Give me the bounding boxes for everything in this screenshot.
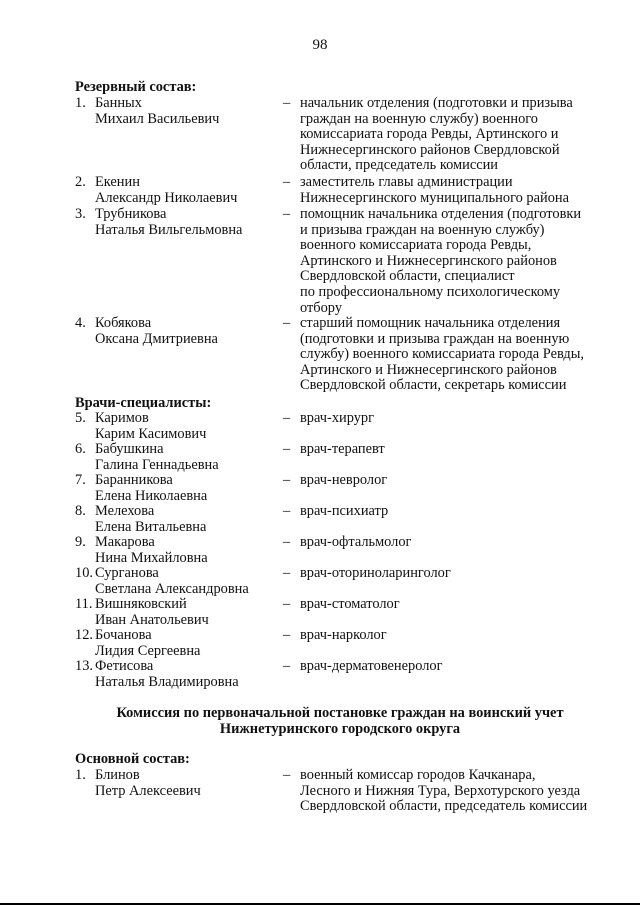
entry-number: 9.	[75, 534, 86, 550]
dash-separator: –	[283, 658, 291, 674]
entry-number: 10.	[75, 565, 93, 581]
position-line: Артинского и Нижнесергинского районов	[300, 361, 557, 378]
dash-separator: –	[283, 206, 291, 222]
person-name	[95, 659, 285, 690]
page-number: 98	[312, 37, 328, 53]
commission-title-line-2: Нижнетуринского городского округа	[219, 721, 461, 737]
reserve-heading: Резервный состав:	[75, 79, 197, 95]
person-name-line: Светлана Александровна	[95, 580, 249, 597]
person-name-line: Фетисова	[95, 658, 154, 674]
position-description	[300, 207, 615, 316]
position-line: врач-стоматолог	[300, 596, 400, 612]
person-name-line: Бабушкина	[95, 441, 164, 457]
position-line: Нижнесергинского муниципального района	[300, 189, 569, 206]
person-name-line: Вишняковский	[95, 596, 187, 612]
person-name-line: Елена Николаевна	[95, 487, 208, 504]
person-name-line: Оксана Дмитриевна	[95, 330, 218, 347]
position-line: Свердловской области, специалист	[300, 268, 515, 285]
position-line: Нижнесергинского районов Свердловской	[300, 141, 560, 158]
position-line: военный комиссар городов Качканара,	[300, 767, 536, 783]
entry-number: 8.	[75, 503, 86, 519]
position-line: Лесного и Нижняя Тура, Верхотурского уезда	[300, 782, 581, 799]
entry-number: 12.	[75, 627, 93, 643]
person-name-line: Блинов	[95, 767, 140, 783]
position-description	[300, 768, 615, 815]
person-name-line: Екенин	[95, 174, 140, 190]
entry-number: 7.	[75, 472, 86, 488]
position-line: врач-невролог	[300, 472, 388, 488]
position-description	[300, 628, 615, 644]
person-name	[95, 535, 285, 566]
person-name-line: Макарова	[95, 534, 155, 550]
person-name	[95, 96, 285, 127]
dash-separator: –	[283, 472, 291, 488]
person-name	[95, 175, 285, 206]
entry-number: 13.	[75, 658, 93, 674]
dash-separator: –	[283, 174, 291, 190]
position-line: Свердловской области, секретарь комиссии	[300, 377, 567, 394]
position-description	[300, 411, 615, 427]
entry-number: 6.	[75, 441, 86, 457]
person-name	[95, 411, 285, 442]
position-description	[300, 659, 615, 675]
position-line: (подготовки и призыва граждан на военную	[300, 330, 570, 347]
person-name-line: Галина Геннадьевна	[95, 456, 219, 473]
main-heading: Основной состав:	[75, 751, 190, 767]
person-name-line: Наталья Владимировна	[95, 673, 239, 690]
person-name-line: Сурганова	[95, 565, 159, 581]
person-name-line: Петр Алексеевич	[95, 782, 201, 799]
position-line: врач-дерматовенеролог	[300, 658, 443, 674]
dash-separator: –	[283, 534, 291, 550]
entry-number: 5.	[75, 410, 86, 426]
person-name	[95, 597, 285, 628]
person-name-line: Кобякова	[95, 315, 152, 331]
person-name-line: Карим Касимович	[95, 425, 207, 442]
position-line: врач-оториноларинголог	[300, 565, 451, 581]
position-description	[300, 504, 615, 520]
entry-number: 1.	[75, 767, 86, 783]
position-description	[300, 442, 615, 458]
position-description	[300, 316, 615, 394]
doctors-heading: Врачи-специалисты:	[75, 395, 212, 411]
position-description	[300, 566, 615, 582]
position-description	[300, 175, 615, 206]
position-line: Артинского и Нижнесергинского районов	[300, 252, 557, 269]
position-line: и призыва граждан на военную службу)	[300, 221, 545, 238]
position-line: начальник отделения (подготовки и призыва	[300, 95, 573, 111]
position-description	[300, 96, 615, 174]
position-description	[300, 473, 615, 489]
position-line: области, председатель комиссии	[300, 157, 498, 174]
person-name-line: Михаил Васильевич	[95, 110, 220, 127]
dash-separator: –	[283, 627, 291, 643]
dash-separator: –	[283, 95, 291, 111]
position-line: помощник начальника отделения (подготовки	[300, 206, 582, 222]
position-line: врач-нарколог	[300, 627, 387, 643]
person-name-line: Александр Николаевич	[95, 189, 238, 206]
person-name	[95, 207, 285, 238]
position-line: Свердловской области, председатель комиссии	[300, 798, 588, 815]
person-name-line: Мелехова	[95, 503, 155, 519]
dash-separator: –	[283, 503, 291, 519]
position-line: по профессиональному психологическому	[300, 283, 561, 300]
position-line: службу) военного комиссариата города Ревды,	[300, 346, 585, 363]
person-name-line: Бочанова	[95, 627, 152, 643]
entry-number: 3.	[75, 206, 86, 222]
position-line: врач-терапевт	[300, 441, 385, 457]
position-line: граждан на военную службу) военного	[300, 110, 538, 127]
entry-number: 2.	[75, 174, 86, 190]
person-name-line: Каримов	[95, 410, 149, 426]
person-name	[95, 566, 285, 597]
position-line: отбору	[300, 299, 343, 316]
person-name-line: Банных	[95, 95, 142, 111]
person-name-line: Трубникова	[95, 206, 167, 222]
person-name	[95, 473, 285, 504]
dash-separator: –	[283, 596, 291, 612]
person-name-line: Наталья Вильгельмовна	[95, 221, 243, 238]
entry-number: 4.	[75, 315, 86, 331]
position-line: заместитель главы администрации	[300, 174, 513, 190]
dash-separator: –	[283, 315, 291, 331]
position-line: врач-хирург	[300, 410, 375, 426]
position-description	[300, 535, 615, 551]
dash-separator: –	[283, 410, 291, 426]
person-name	[95, 442, 285, 473]
person-name-line: Иван Анатольевич	[95, 611, 209, 628]
person-name-line: Елена Витальевна	[95, 518, 207, 535]
person-name-line: Нина Михайловна	[95, 549, 208, 566]
dash-separator: –	[283, 441, 291, 457]
person-name	[95, 316, 285, 347]
position-line: старший помощник начальника отделения	[300, 315, 561, 331]
entry-number: 11.	[75, 596, 93, 612]
position-description	[300, 597, 615, 613]
position-line: военного комиссариата города Ревды,	[300, 237, 532, 254]
commission-title-line-1: Комиссия по первоначальной постановке граждан на воинский учет	[116, 705, 564, 721]
person-name-line: Баранникова	[95, 472, 173, 488]
entry-number: 1.	[75, 95, 86, 111]
dash-separator: –	[283, 767, 291, 783]
position-line: врач-психиатр	[300, 503, 389, 519]
position-line: врач-офтальмолог	[300, 534, 412, 550]
person-name	[95, 628, 285, 659]
person-name	[95, 504, 285, 535]
position-line: комиссариата города Ревды, Артинского и	[300, 126, 559, 143]
person-name-line: Лидия Сергеевна	[95, 642, 201, 659]
person-name	[95, 768, 285, 799]
dash-separator: –	[283, 565, 291, 581]
